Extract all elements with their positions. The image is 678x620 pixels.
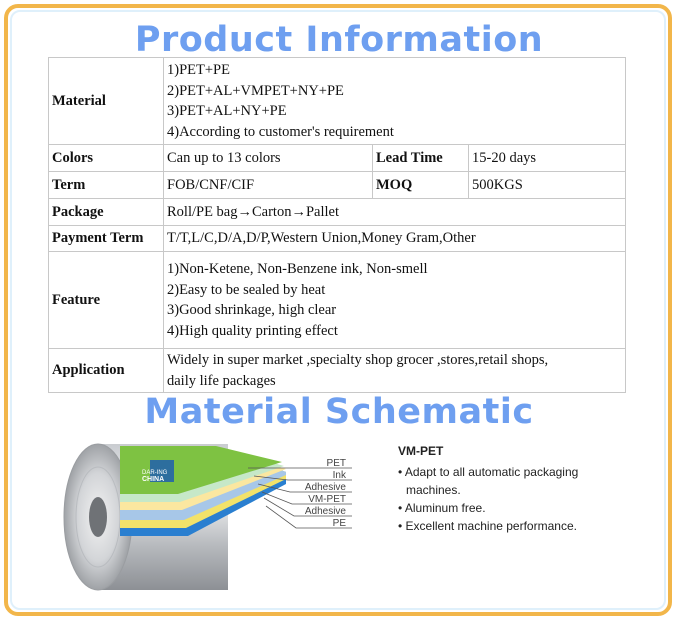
application-value	[164, 349, 626, 393]
table-row-material	[49, 58, 626, 145]
material-line: 3)PET+AL+NY+PE	[167, 103, 287, 119]
term-label: Term	[49, 172, 164, 199]
layer-label-pet: PET	[326, 458, 346, 469]
material-value	[164, 58, 626, 145]
layer-label-ink: Ink	[332, 470, 346, 481]
material-label: Material	[49, 58, 164, 145]
feature-value	[164, 252, 626, 349]
logo-text-bottom: CHINA	[142, 476, 165, 483]
application-line: daily life packages	[167, 372, 276, 389]
product-info-table	[48, 57, 626, 393]
material-line: 2)PET+AL+VMPET+NY+PE	[167, 82, 344, 99]
table-row-feature	[49, 252, 626, 349]
vmpet-description	[398, 444, 616, 535]
layer-label-adhesive-2: Adhesive	[304, 506, 346, 517]
payment-term-value: T/T,L/C,D/A,D/P,Western Union,Money Gram,Other	[164, 226, 626, 252]
moq-label: MOQ	[373, 172, 469, 199]
description-title: VM-PET	[398, 444, 444, 458]
table-row-colors	[49, 145, 626, 172]
feature-line: 4)High quality printing effect	[167, 322, 338, 339]
material-schematic-heading: Material Schematic	[144, 392, 534, 432]
package-label: Package	[49, 199, 164, 226]
description-item: • Adapt to all automatic packaging machines.	[398, 465, 579, 497]
material-roll-illustration	[58, 436, 358, 606]
feature-line: 3)Good shrinkage, high clear	[167, 302, 337, 318]
colors-value: Can up to 13 colors	[164, 145, 373, 172]
description-item: • Aluminum free.	[398, 501, 486, 515]
lead-time-value: 15-20 days	[469, 145, 626, 172]
application-label: Application	[49, 349, 164, 393]
material-line: 1)PET+PE	[167, 62, 230, 78]
table-row-application	[49, 349, 626, 393]
layer-label-vmpet: VM-PET	[308, 494, 346, 505]
package-value: Roll/PE bag→Carton→Pallet	[164, 199, 626, 226]
payment-term-label: Payment Term	[49, 226, 164, 252]
application-line: Widely in super market ,specialty shop grocer ,stores,retail shops,	[167, 352, 549, 368]
feature-line: 2)Easy to be sealed by heat	[167, 281, 326, 298]
material-line: 4)According to customer's requirement	[167, 123, 394, 140]
table-row-term	[49, 172, 626, 199]
colors-label: Colors	[49, 145, 164, 172]
term-value: FOB/CNF/CIF	[164, 172, 373, 199]
roll-core-hole	[89, 497, 107, 537]
moq-value: 500KGS	[469, 172, 626, 199]
logo-text-top: DAR-ING	[142, 470, 168, 476]
feature-label: Feature	[49, 252, 164, 349]
layer-label-adhesive: Adhesive	[304, 482, 346, 493]
table-row-payment-term	[49, 226, 626, 252]
description-item: • Excellent machine performance.	[398, 519, 577, 533]
feature-line: 1)Non-Ketene, Non-Benzene ink, Non-smell	[167, 261, 428, 277]
product-information-heading: Product Information	[134, 20, 544, 60]
layer-label-pe: PE	[332, 518, 346, 529]
table-row-package	[49, 199, 626, 226]
lead-time-label: Lead Time	[373, 145, 469, 172]
